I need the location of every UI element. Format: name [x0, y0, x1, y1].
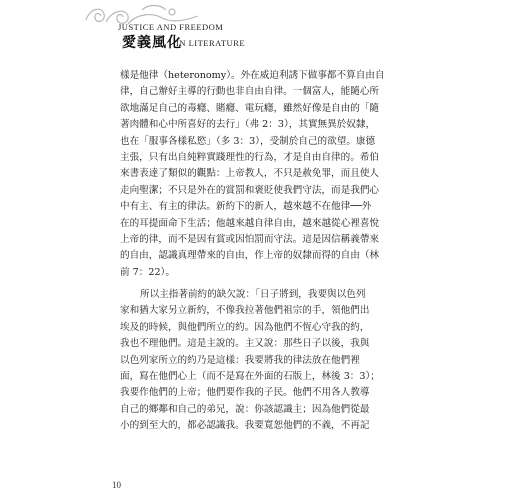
text-line: 欲地滿足自己的毒癮、賭癮、電玩癮，雖然好像是自由的「隨 — [120, 102, 380, 114]
text-line: 上帝的律，而不是因有賞或因怕罰而守法。這是因信稱義帶來 — [120, 233, 380, 245]
text-line: 律，自己辦好主導的行動也非自由自律。一個富人，能隨心所 — [120, 86, 380, 98]
text-line: 我也不理他們。這是主說的。主又說：那些日子以後，我與 — [120, 338, 370, 350]
text-line: 的自由，認識真理帶來的自由，作上帝的奴隸而得的自由（林 — [120, 250, 380, 262]
series-header — [118, 22, 318, 62]
text-line: 自己的鄉鄰和自己的弟兄，說：你該認識主；因為他們從最 — [120, 403, 370, 415]
paragraph-2-quotation — [120, 287, 400, 435]
text-line: 面，寫在他們心上（而不是寫在外面的石版上，林後 3：3）； — [120, 371, 380, 383]
text-line: 也在「服事各樣私慾」（多 3：3），受制於自己的欲望。康德 — [120, 135, 376, 147]
text-line: 走向聖潔；不只是外在的賞罰和褒貶使我們守法，而是我們心 — [120, 184, 380, 196]
main-text — [120, 68, 400, 435]
text-line: 主張，只有出自純粹實踐理性的行為，才是自由自律的。希伯 — [120, 151, 380, 163]
page-number: 10 — [112, 480, 121, 490]
text-line: 小的到至大的，都必認識我。我要寬恕他們的不義，不再記 — [120, 420, 370, 432]
series-title-english-line1: JUSTICE AND FREEDOM — [118, 22, 224, 32]
text-line: 埃及的時候，與他們所立的約。因為他們不恆心守我的約， — [120, 321, 370, 333]
text-line: 前 7：22）。 — [120, 266, 175, 278]
text-line: 我要作他們的上帝；他們要作我的子民。他們不用各人教導 — [120, 387, 370, 399]
series-title-chinese: 愛義風化 — [122, 35, 182, 51]
text-line: 樣是他律（heteronomy）。外在威迫利誘下做事都不算自由自 — [120, 70, 385, 81]
text-line: 來書表達了類似的觀點：上帝教人，不只是赦免罪，而且使人 — [120, 168, 380, 180]
text-line: 中有主、有主的律法。新約下的新人，越來越不在他律──外 — [120, 201, 372, 213]
text-line: 以色列家所立的約乃是這樣：我要將我的律法放在他們裡 — [120, 354, 360, 366]
text-line: 所以主指著前約的缺欠說：「日子將到，我要與以色列 — [140, 289, 366, 301]
text-line: 家和猶大家另立新約，不像我拉著他們祖宗的手，領他們出 — [120, 305, 370, 317]
series-title-english-line2: IN LITERATURE — [176, 38, 246, 48]
text-line: 著肉體和心中所喜好的去行」（弗 2：3），其實無異於奴隸， — [120, 119, 376, 131]
text-line: 在的耳提面命下生活；他越來越自律自由，越來越從心裡喜悅 — [120, 217, 380, 229]
paragraph-1 — [120, 68, 400, 281]
